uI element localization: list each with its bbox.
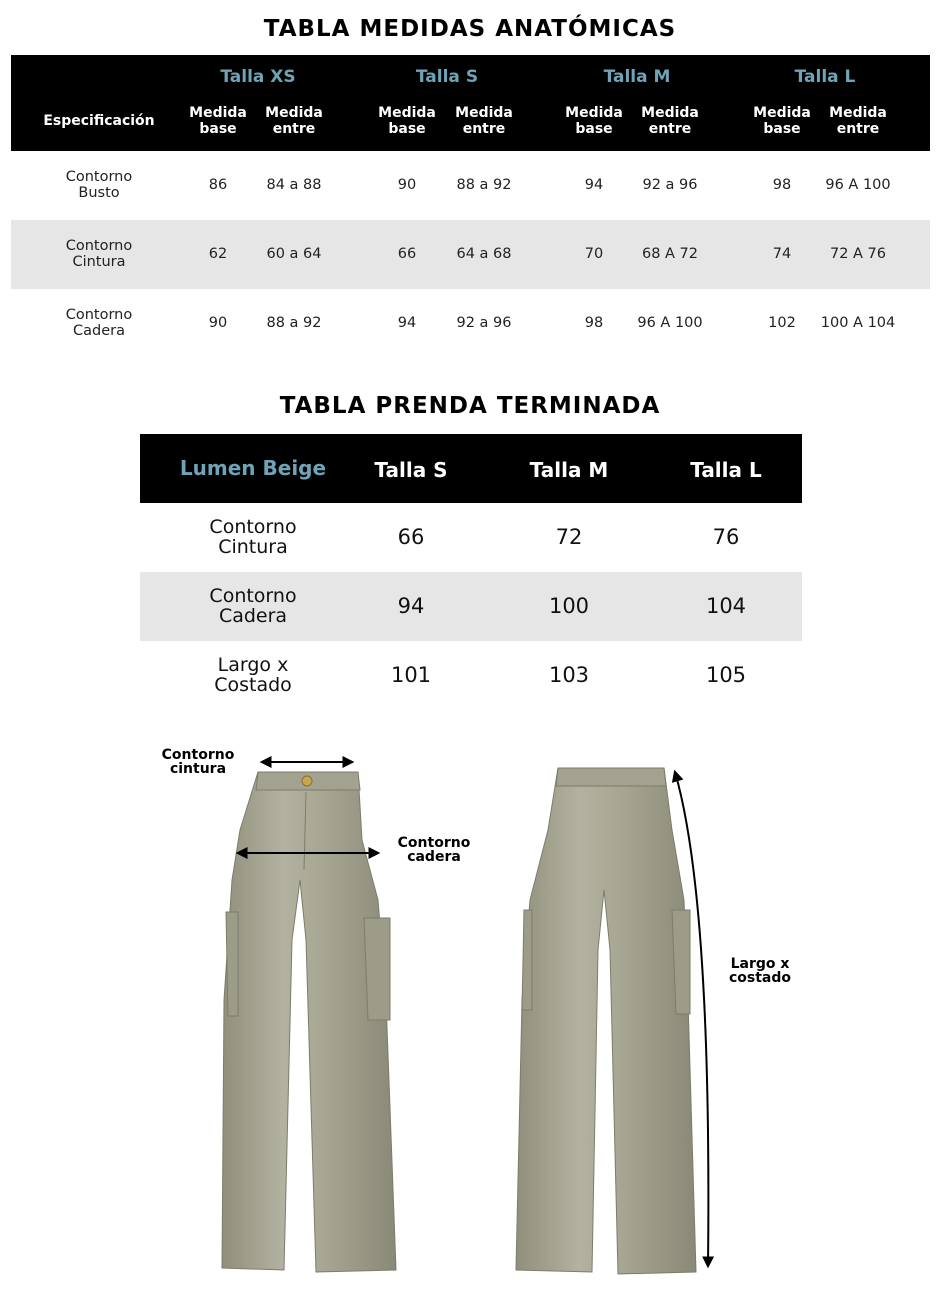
range-header: Medida entre bbox=[455, 105, 513, 137]
base-header: Medida base bbox=[565, 105, 623, 137]
row-label: Contorno Cintura bbox=[65, 238, 133, 270]
cell-value: 94 bbox=[397, 594, 425, 618]
cell-value: 105 bbox=[705, 663, 747, 687]
base-header: Medida base bbox=[378, 105, 436, 137]
cell-value: 94 bbox=[397, 315, 417, 331]
size-header-xs: Talla XS bbox=[220, 67, 296, 87]
row-label: Contorno Busto bbox=[65, 169, 133, 201]
cell-value: 72 bbox=[555, 525, 583, 549]
cell-value: 60 a 64 bbox=[266, 246, 322, 262]
cell-value: 100 bbox=[548, 594, 590, 618]
size-header-s: Talla S bbox=[374, 458, 448, 482]
cell-value: 96 A 100 bbox=[825, 177, 891, 193]
cell-value: 62 bbox=[208, 246, 228, 262]
cell-value: 98 bbox=[772, 177, 792, 193]
cell-value: 90 bbox=[397, 177, 417, 193]
row-label: Contorno Cadera bbox=[209, 585, 297, 627]
cell-value: 90 bbox=[208, 315, 228, 331]
size-header-s: Talla S bbox=[415, 67, 479, 87]
cell-value: 92 a 96 bbox=[642, 177, 698, 193]
cell-value: 104 bbox=[705, 594, 747, 618]
row-label: Contorno Cadera bbox=[65, 307, 133, 339]
cell-value: 92 a 96 bbox=[456, 315, 512, 331]
product-name: Lumen Beige bbox=[179, 456, 327, 480]
cell-value: 86 bbox=[208, 177, 228, 193]
base-header: Medida base bbox=[189, 105, 247, 137]
size-header-l: Talla L bbox=[794, 67, 856, 87]
base-header: Medida base bbox=[753, 105, 811, 137]
cell-value: 96 A 100 bbox=[637, 315, 703, 331]
cell-value: 98 bbox=[584, 315, 604, 331]
size-header-m: Talla M bbox=[603, 67, 671, 87]
cell-value: 64 a 68 bbox=[456, 246, 512, 262]
cell-value: 94 bbox=[584, 177, 604, 193]
cell-value: 76 bbox=[712, 525, 740, 549]
pants-front bbox=[222, 772, 396, 1272]
pants-back bbox=[516, 768, 696, 1274]
cell-value: 72 A 76 bbox=[829, 246, 887, 262]
length-annotation: Largo x costado bbox=[728, 956, 792, 986]
cell-value: 88 a 92 bbox=[456, 177, 512, 193]
range-header: Medida entre bbox=[829, 105, 887, 137]
range-header: Medida entre bbox=[265, 105, 323, 137]
row-label: Largo x Costado bbox=[214, 654, 292, 696]
cell-value: 84 a 88 bbox=[266, 177, 322, 193]
spec-header: Especificación bbox=[43, 113, 155, 129]
finished-table-title: TABLA PRENDA TERMINADA bbox=[279, 393, 661, 419]
anatomic-table-title: TABLA MEDIDAS ANATÓMICAS bbox=[263, 16, 677, 42]
cell-value: 66 bbox=[397, 246, 417, 262]
cell-value: 103 bbox=[548, 663, 590, 687]
waist-annotation: Contorno cintura bbox=[161, 747, 235, 777]
cell-value: 101 bbox=[390, 663, 432, 687]
size-header-l: Talla L bbox=[690, 458, 762, 482]
range-header: Medida entre bbox=[641, 105, 699, 137]
cell-value: 68 A 72 bbox=[641, 246, 699, 262]
cell-value: 70 bbox=[584, 246, 604, 262]
hip-annotation: Contorno cadera bbox=[397, 835, 471, 865]
cell-value: 66 bbox=[397, 525, 425, 549]
cell-value: 74 bbox=[772, 246, 792, 262]
cell-value: 100 A 104 bbox=[820, 315, 896, 331]
cell-value: 102 bbox=[768, 315, 796, 331]
row-label: Contorno Cintura bbox=[209, 516, 297, 558]
cell-value: 88 a 92 bbox=[266, 315, 322, 331]
size-header-m: Talla M bbox=[529, 458, 609, 482]
